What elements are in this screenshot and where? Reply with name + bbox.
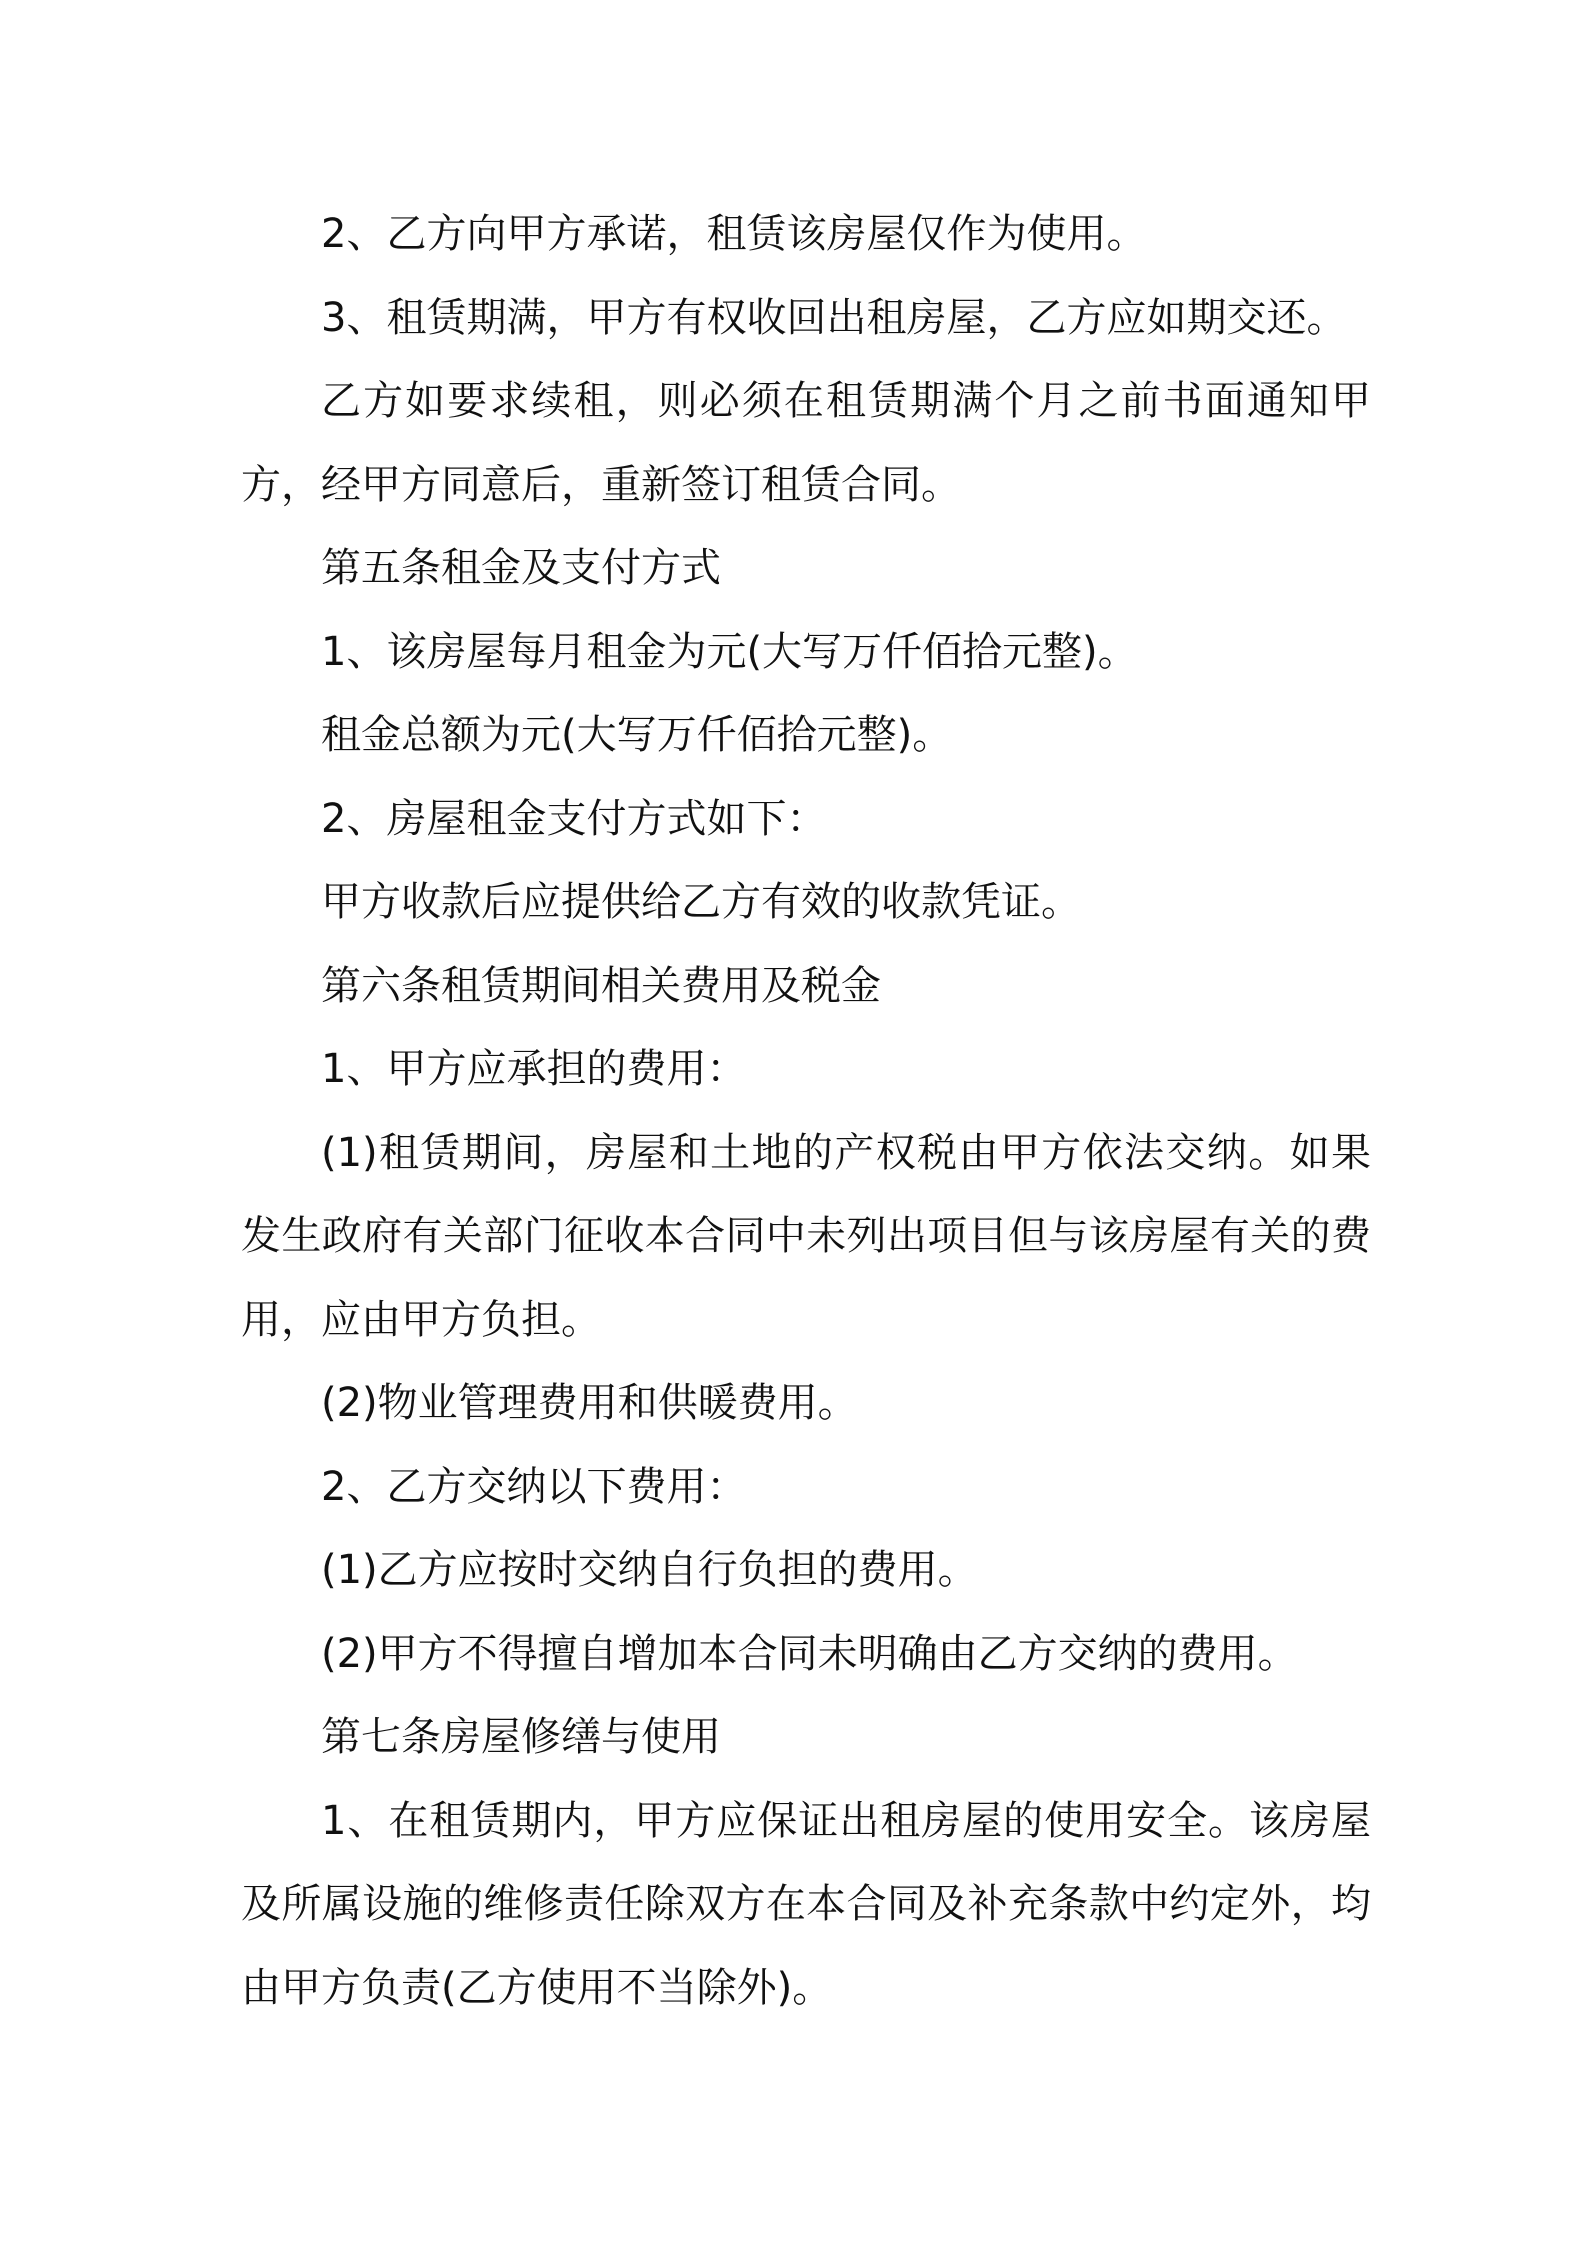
document-body [241, 193, 1371, 2030]
paragraph-monthly-rent: 1、该房屋每月租金为元(大写万仟佰拾元整)。 [321, 628, 1138, 675]
paragraph-receipt: 甲方收款后应提供给乙方有效的收款凭证。 [321, 879, 1081, 925]
paragraph-total-rent: 租金总额为元(大写万仟佰拾元整)。 [321, 712, 953, 758]
section-heading-article-5: 第五条租金及支付方式 [321, 545, 721, 591]
section-heading-article-6: 第六条租赁期间相关费用及税金 [321, 962, 881, 1009]
paragraph-lease-expiry: 3、租赁期满，甲方有权收回出租房屋，乙方应如期交还。 [321, 294, 1347, 341]
paragraph-repair-responsibility: 1、在租赁期内，甲方应保证出租房屋的使用安全。该房屋及所属设施的维修责任除双方在本合同及补充条款中约定外，均由甲方负责(乙方使用不当除外)。 [241, 1797, 1371, 2011]
section-heading-article-7: 第七条房屋修缮与使用 [321, 1714, 721, 1760]
paragraph-no-extra-fees: (2)甲方不得擅自增加本合同未明确由乙方交纳的费用。 [321, 1630, 1298, 1677]
paragraph-party-a-costs: 1、甲方应承担的费用： [321, 1046, 747, 1092]
paragraph-promise: 2、乙方向甲方承诺，租赁该房屋仅作为使用。 [321, 211, 1147, 257]
paragraph-payment-method: 2、房屋租金支付方式如下： [321, 795, 827, 842]
paragraph-renewal: 乙方如要求续租，则必须在租赁期满个月之前书面通知甲方，经甲方同意后，重新签订租赁合同。 [241, 378, 1371, 508]
paragraph-management-fees: (2)物业管理费用和供暖费用。 [321, 1380, 858, 1426]
paragraph-party-b-costs: 2、乙方交纳以下费用： [321, 1463, 747, 1510]
paragraph-property-tax: (1)租赁期间，房屋和土地的产权税由甲方依法交纳。如果发生政府有关部门征收本合同中未列出项目但与该房屋有关的费用，应由甲方负担。 [241, 1129, 1371, 1343]
paragraph-party-b-pay-on-time: (1)乙方应按时交纳自行负担的费用。 [321, 1547, 978, 1593]
